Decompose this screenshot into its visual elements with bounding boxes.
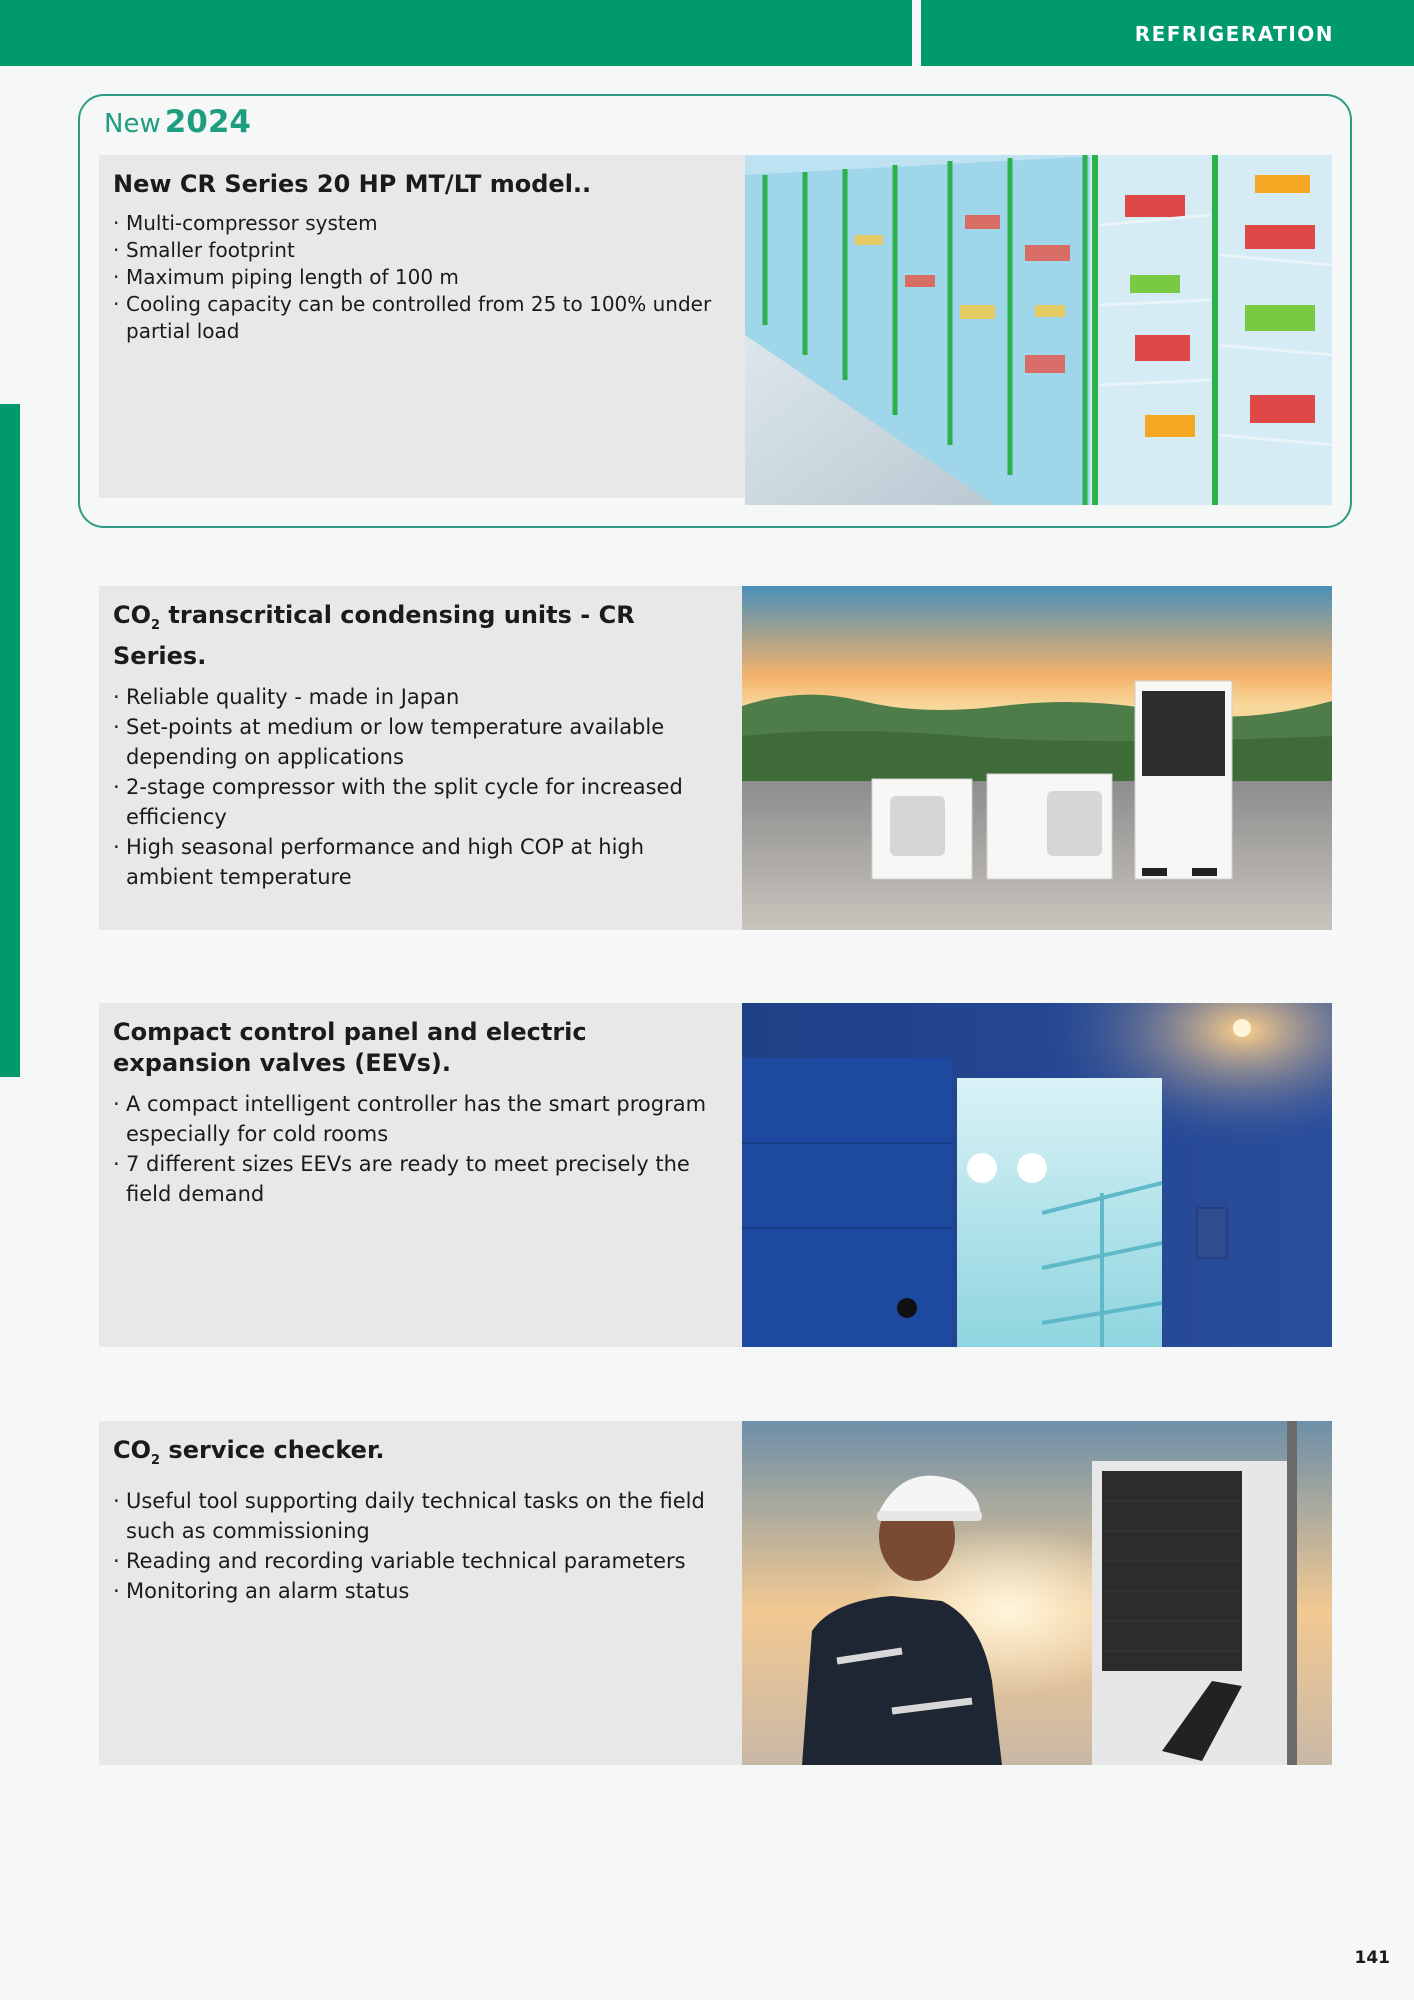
- title-co: CO: [113, 1436, 152, 1464]
- list-item: · 7 different sizes EEVs are ready to meet precisely the field demand: [113, 1149, 713, 1209]
- title-subscript: 2: [151, 617, 161, 633]
- technician-image: [742, 1421, 1332, 1765]
- product-card-cr-series-20hp: [99, 155, 1332, 498]
- list-item: · High seasonal performance and high COP at high ambient temperature: [113, 832, 713, 892]
- feature-list: [113, 1486, 713, 1606]
- supermarket-freezer-image: [745, 155, 1332, 505]
- card-title: [113, 1435, 713, 1476]
- cold-room-image: [742, 1003, 1332, 1347]
- title-rest: service checker.: [160, 1436, 385, 1464]
- card-title: [113, 600, 713, 672]
- card-title: Compact control panel and electric expansion valves (EEVs).: [113, 1018, 587, 1077]
- condensing-units-image: [742, 586, 1332, 930]
- card-title: New CR Series 20 HP MT/LT model..: [113, 170, 592, 198]
- list-item: · 2-stage compressor with the split cycle for increased efficiency: [113, 772, 713, 832]
- feature-list: [113, 1089, 713, 1209]
- card-text: [113, 169, 713, 345]
- feature-list: [113, 210, 713, 345]
- product-card-co2-condensing-units: [99, 586, 1332, 930]
- new-badge-year: 2024: [164, 104, 251, 140]
- list-item: · Reliable quality - made in Japan: [113, 682, 713, 712]
- list-item: · Monitoring an alarm status: [113, 1576, 713, 1606]
- header-bar: [0, 0, 912, 66]
- new-badge: [104, 104, 251, 140]
- product-card-co2-service-checker: [99, 1421, 1332, 1765]
- title-co: CO: [113, 601, 152, 629]
- new-badge-prefix: New: [104, 109, 161, 139]
- side-accent-bar: [0, 404, 20, 1077]
- card-text: [113, 1017, 713, 1209]
- feature-list: [113, 682, 713, 892]
- title-rest: transcritical condensing units - CR Series.: [113, 601, 635, 670]
- list-item: · Reading and recording variable technical parameters: [113, 1546, 713, 1576]
- list-item: · Maximum piping length of 100 m: [113, 264, 713, 291]
- list-item: · Useful tool supporting daily technical tasks on the field such as commissioning: [113, 1486, 713, 1546]
- list-item: · Set-points at medium or low temperature available depending on applications: [113, 712, 713, 772]
- section-label: REFRIGERATION: [1134, 22, 1334, 46]
- page-number: 141: [1354, 1948, 1390, 1968]
- product-card-control-panel-eev: [99, 1003, 1332, 1347]
- list-item: · Cooling capacity can be controlled from 25 to 100% under partial load: [113, 291, 713, 345]
- list-item: · Smaller footprint: [113, 237, 713, 264]
- list-item: · A compact intelligent controller has the smart program especially for cold rooms: [113, 1089, 713, 1149]
- card-text: [113, 600, 713, 892]
- card-text: [113, 1435, 713, 1606]
- list-item: · Multi-compressor system: [113, 210, 713, 237]
- title-subscript: 2: [151, 1452, 161, 1468]
